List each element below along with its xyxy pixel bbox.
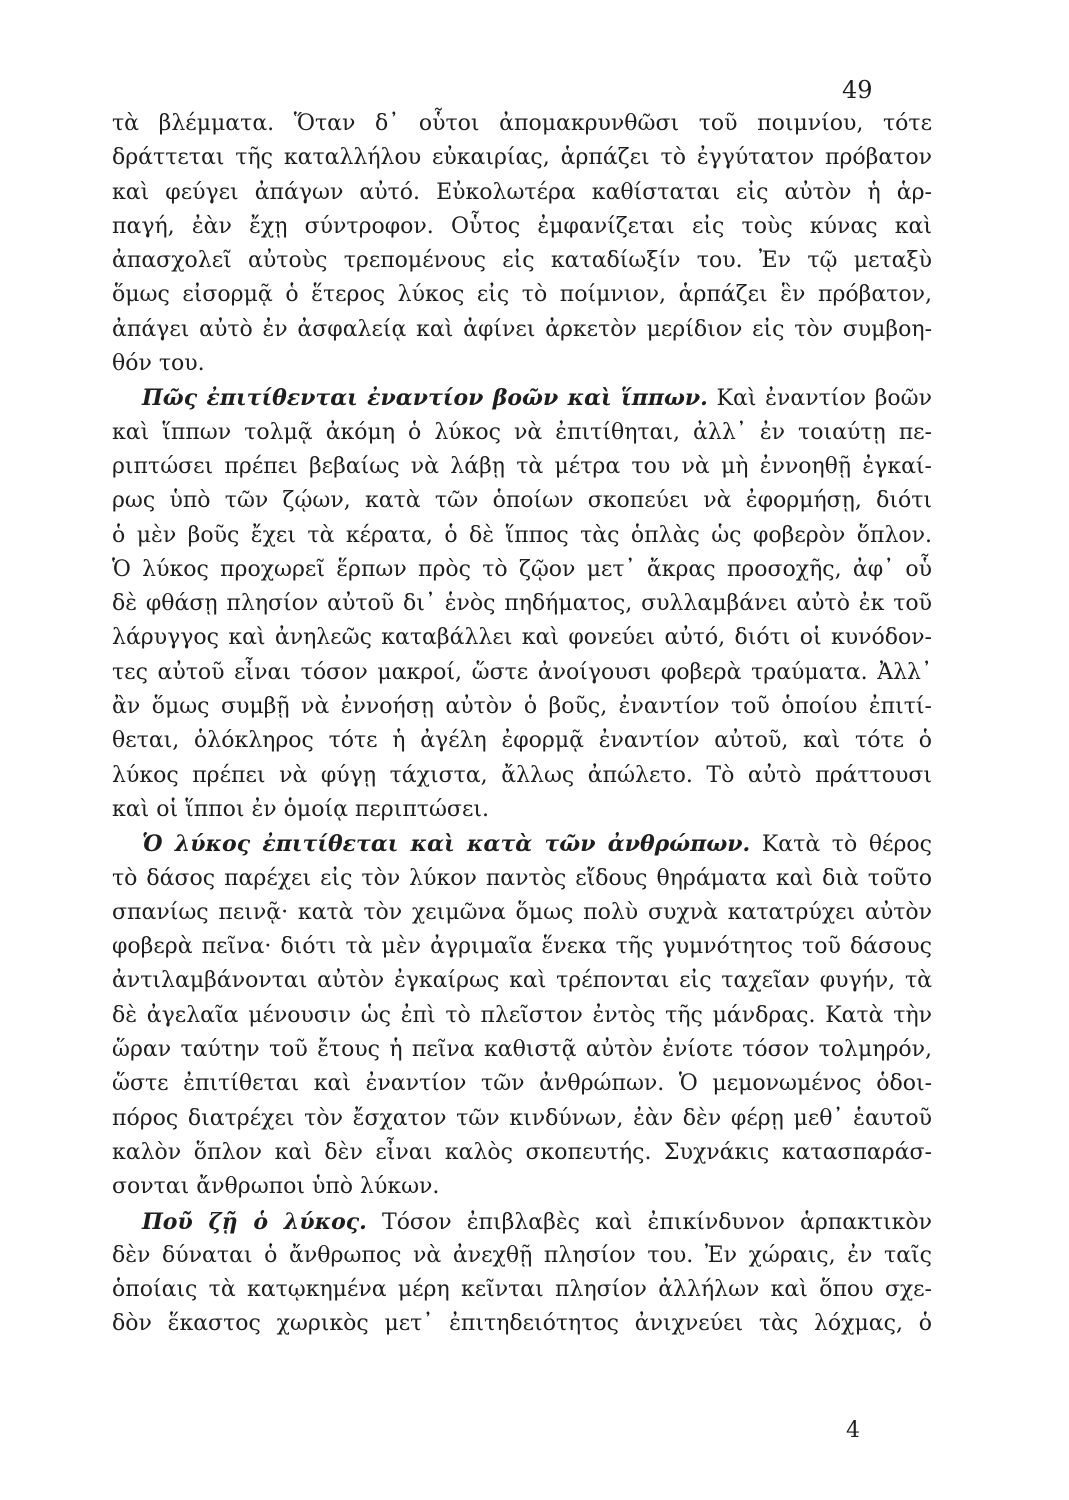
text-line: λάρυγγος καὶ ἀνηλεῶς καταβάλλει καὶ φονεύει αὐτό, διότι οἱ κυνόδον- — [112, 625, 932, 651]
text-line: ὁποίαις τὰ κατῳκημένα μέρη κεῖνται πλησίον ἀλλήλων καὶ ὅπου σχε- — [112, 1277, 932, 1303]
text-line: δὲν δύναται ὁ ἄνθρωπος νὰ ἀνεχθῇ πλησίον του. Ἐν χώραις, ἐν ταῖς — [112, 1242, 932, 1268]
text-run: Καὶ ἐναντίον βοῶν — [716, 386, 932, 412]
text-line: ὥστε ἐπιτίθεται καὶ ἐναντίον τῶν ἀνθρώπων. Ὁ μεμονωμένος ὁδοι- — [112, 1071, 932, 1097]
section-heading: Ὁ λύκος ἐπιτίθεται καὶ κατὰ τῶν ἀνθρώπων. — [142, 831, 751, 858]
text-block — [112, 107, 932, 1342]
text-line: σονται ἄνθρωποι ὑπὸ λύκων. — [112, 1174, 440, 1200]
text-line: ριπτώσει πρέπει βεβαίως νὰ λάβῃ τὰ μέτρα του νὰ μὴ ἐννοηθῇ ἐγκαί- — [112, 453, 932, 479]
text-line: ἀπάγει αὐτὸ ἐν ἀσφαλείᾳ καὶ ἀφίνει ἀρκετὸν μερίδιον εἰς τὸν συμβοη- — [112, 316, 932, 342]
text-line: καὶ ἵππων τολμᾷ ἀκόμη ὁ λύκος νὰ ἐπιτίθηται, ἀλλ᾽ ἐν τοιαύτῃ πε- — [112, 419, 932, 445]
text-line: παγή, ἐὰν ἔχῃ σύντροφον. Οὗτος ἐμφανίζεται εἰς τοὺς κύνας καὶ — [112, 213, 932, 239]
paragraph-first-line — [112, 1205, 932, 1239]
text-line: σπανίως πεινᾷ· κατὰ τὸν χειμῶνα ὅμως πολὺ συχνὰ κατατρύχει αὐτὸν — [112, 899, 932, 925]
text-line: ἀπασχολεῖ αὐτοὺς τρεπομένους εἰς καταδίωξίν του. Ἐν τῷ μεταξὺ — [112, 248, 932, 274]
text-line: πόρος διατρέχει τὸν ἔσχατον τῶν κινδύνων, ἐὰν δὲν φέρῃ μεθ᾽ ἑαυτοῦ — [112, 1105, 932, 1131]
text-line: δὲ ἀγελαῖα μένουσιν ὡς ἐπὶ τὸ πλεῖστον ἐντὸς τῆς μάνδρας. Κατὰ τὴν — [112, 1002, 932, 1028]
text-line: ὥραν ταύτην τοῦ ἔτους ἡ πεῖνα καθιστᾷ αὐτὸν ἐνίοτε τόσον τολμηρόν, — [112, 1037, 932, 1063]
text-line: ὅμως εἰσορμᾷ ὁ ἕτερος λύκος εἰς τὸ ποίμνιον, ἁρπάζει ἓν πρόβατον, — [112, 282, 932, 308]
text-line: τὸ δάσος παρέχει εἰς τὸν λύκον παντὸς εἴδους θηράματα καὶ διὰ τοῦτο — [112, 865, 932, 891]
text-line: δὲ φθάσῃ πλησίον αὐτοῦ δι᾽ ἑνὸς πηδήματος, συλλαμβάνει αὐτὸ ἐκ τοῦ — [112, 591, 932, 617]
paragraph-first-line — [112, 381, 932, 415]
text-line: θόν του. — [112, 351, 205, 377]
text-line: ἂν ὅμως συμβῇ νὰ ἐννοήσῃ αὐτὸν ὁ βοῦς, ἐναντίον τοῦ ὁποίου ἐπιτί- — [112, 694, 932, 720]
text-line: ὁ μὲν βοῦς ἔχει τὰ κέρατα, ὁ δὲ ἵππος τὰς ὁπλὰς ὡς φοβερὸν ὅπλον. — [112, 522, 932, 548]
section-heading: Πῶς ἐπιτίθενται ἐναντίον βοῶν καὶ ἵππων. — [142, 385, 708, 412]
text-line: λύκος πρέπει νὰ φύγῃ τάχιστα, ἄλλως ἀπώλετο. Τὸ αὐτὸ πράττουσι — [112, 762, 932, 788]
text-line: τὰ βλέμματα. Ὅταν δ᾽ οὗτοι ἀπομακρυνθῶσι τοῦ ποιμνίου, τότε — [112, 111, 932, 136]
text-run: Κατὰ τὸ θέρος — [761, 832, 932, 858]
section-heading: Ποῦ ζῇ ὁ λύκος. — [142, 1208, 367, 1235]
page-number: 49 — [842, 76, 873, 104]
text-line: δράττεται τῆς καταλλήλου εὐκαιρίας, ἁρπάζει τὸ ἐγγύτατον πρόβατον — [112, 145, 932, 171]
text-line: φοβερὰ πεῖνα· διότι τὰ μὲν ἀγριμαῖα ἕνεκα τῆς γυμνότητος τοῦ δάσους — [112, 934, 932, 960]
text-line: καὶ φεύγει ἀπάγων αὐτό. Εὐκολωτέρα καθίσταται εἰς αὐτὸν ἡ ἁρ- — [112, 179, 932, 205]
text-line: καλὸν ὅπλον καὶ δὲν εἶναι καλὸς σκοπευτής. Συχνάκις κατασπαράσ- — [112, 1139, 932, 1165]
text-line: θεται, ὁλόκληρος τότε ἡ ἀγέλη ἐφορμᾷ ἐναντίον αὐτοῦ, καὶ τότε ὁ — [112, 728, 932, 754]
text-run: Τόσον ἐπιβλαβὲς καὶ ἐπικίνδυνον ἁρπακτικὸν — [382, 1209, 933, 1235]
text-line: ρως ὑπὸ τῶν ζῴων, κατὰ τῶν ὁποίων σκοπεύει νὰ ἐφορμήσῃ, διότι — [112, 488, 932, 514]
text-line: δὸν ἕκαστος χωρικὸς μετ᾽ ἐπιτηδειότητος ἀνιχνεύει τὰς λόχμας, ὁ — [112, 1311, 932, 1337]
text-line: καὶ οἱ ἵπποι ἐν ὁμοίᾳ περιπτώσει. — [112, 796, 489, 822]
text-line: τες αὐτοῦ εἶναι τόσον μακροί, ὥστε ἀνοίγουσι φοβερὰ τραύματα. Ἀλλ᾽ — [112, 659, 932, 685]
text-line: ἀντιλαμβάνονται αὐτὸν ἐγκαίρως καὶ τρέπονται εἰς ταχεῖαν φυγήν, τὰ — [112, 968, 932, 994]
signature-mark: 4 — [846, 1418, 860, 1443]
paragraph-first-line — [112, 827, 932, 861]
text-line: Ὁ λύκος προχωρεῖ ἕρπων πρὸς τὸ ζῷον μετ᾽ ἄκρας προσοχῆς, ἀφ᾽ οὗ — [112, 556, 932, 582]
